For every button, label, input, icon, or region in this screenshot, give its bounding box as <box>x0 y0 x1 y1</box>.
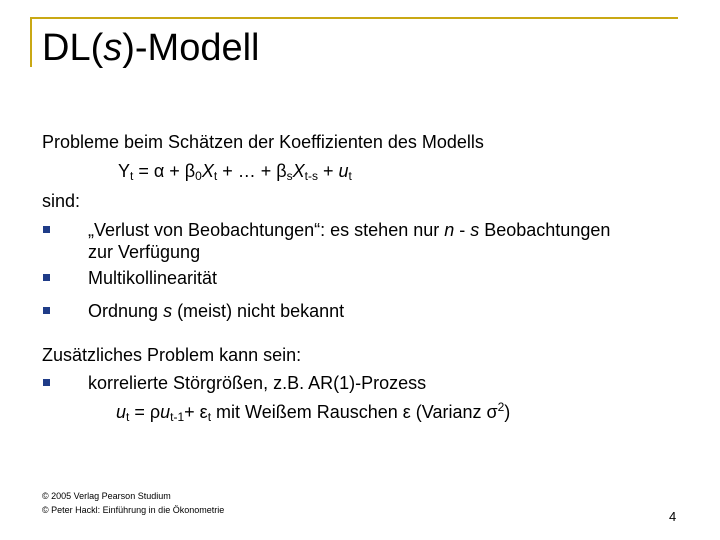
bullet-1-line-1: „Verlust von Beobachtungen“: es stehen nur n - s Beobachtungen <box>88 220 611 240</box>
bullet-marker-2 <box>43 274 50 281</box>
intro-line: Probleme beim Schätzen der Koeffizienten des Modells <box>42 132 484 152</box>
title-rule-left <box>30 17 32 67</box>
bullet-1-line-2: zur Verfügung <box>88 242 201 262</box>
bullet-marker-4 <box>43 379 50 386</box>
ar-equation: $u_t = \rho u_{t-1}+ \varepsilon_t$ mit Weißem Rauschen ε (Varianz $\sigma^2$) <box>116 400 511 424</box>
model-equation: $Y_t = \alpha + \beta_0X_t$ + … + $\beta_sX_{t-s} + u_t$ <box>118 161 352 183</box>
extra-bullet: korrelierte Störgrößen, z.B. AR(1)-Prozess <box>88 373 427 393</box>
footer-copyright-publisher: © 2005 Verlag Pearson Studium <box>42 491 171 501</box>
bullet-3: Ordnung s (meist) nicht bekannt <box>88 301 345 321</box>
sind-label: sind: <box>42 191 81 211</box>
footer-copyright-author: © Peter Hackl: Einführung in die Ökonometrie <box>42 505 225 515</box>
page-number: 4 <box>669 509 677 524</box>
bullet-marker-3 <box>43 307 50 314</box>
extra-heading: Zusätzliches Problem kann sein: <box>42 345 302 365</box>
bullet-2: Multikollinearität <box>88 268 218 288</box>
bullet-marker-1 <box>43 226 50 233</box>
title-rule-top <box>30 17 678 19</box>
slide-title: DL(s)-Modell <box>42 27 260 69</box>
